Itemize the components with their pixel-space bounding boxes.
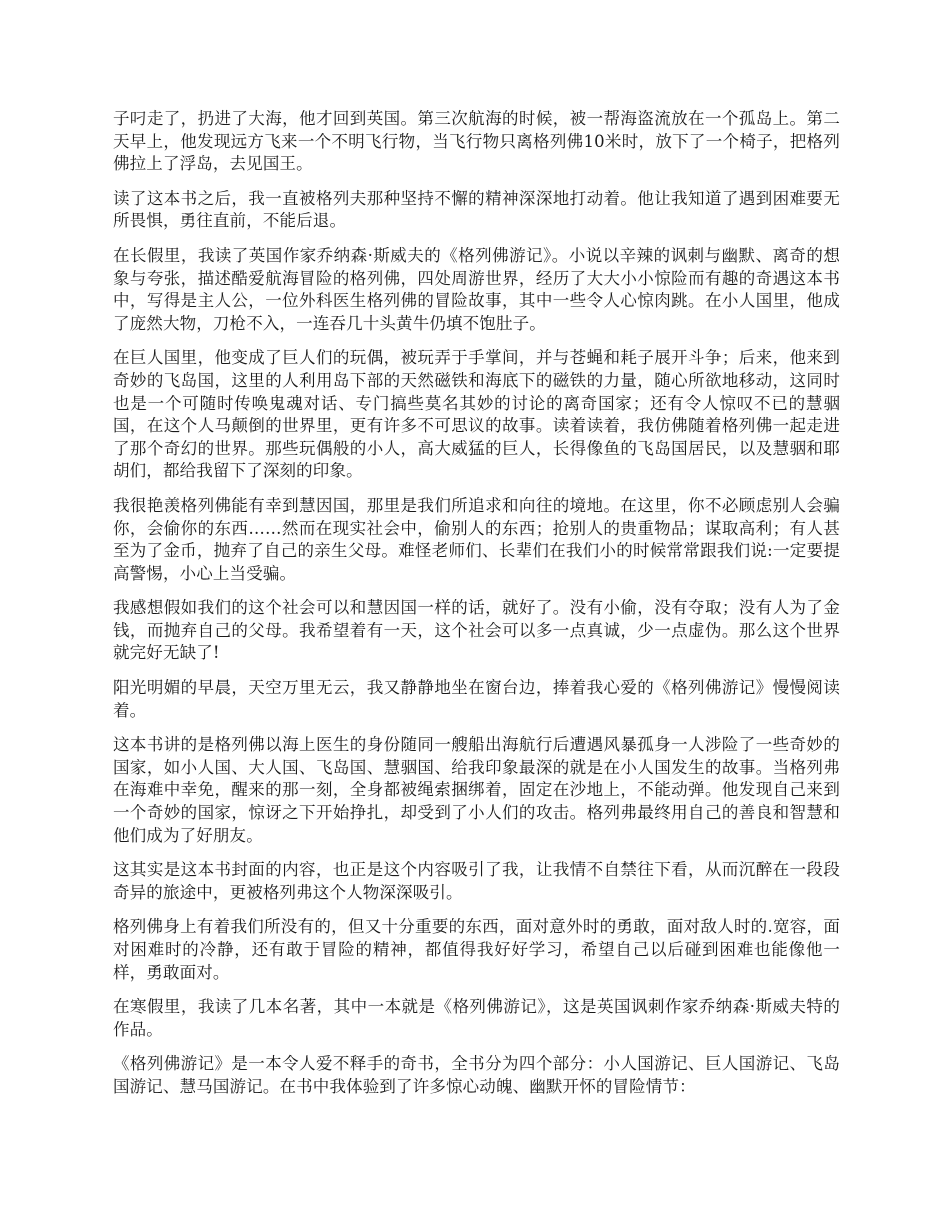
paragraph: 格列佛身上有着我们所没有的，但又十分重要的东西，面对意外时的勇敢，面对敌人时的.宽容，面对困难时的冷静，还有敢于冒险的精神，都值得我好好学习，希望自己以后碰到困难也能像他一样，勇敢面对。 [113,917,840,982]
paragraph: 这其实是这本书封面的内容，也正是这个内容吸引了我，让我情不自禁往下看，从而沉醉在一段段奇异的旅途中，更被格列弗这个人物深深吸引。 [113,860,840,902]
document-body [113,108,840,1111]
paragraph: 阳光明媚的早晨，天空万里无云，我又静静地坐在窗台边，捧着我心爱的《格列佛游记》慢慢阅读着。 [113,678,840,720]
paragraph: 《格列佛游记》是一本令人爱不释手的奇书，全书分为四个部分：小人国游记、巨人国游记、飞岛国游记、慧马国游记。在书中我体验到了许多惊心动魄、幽默开怀的冒险情节： [113,1054,840,1096]
paragraph: 在巨人国里，他变成了巨人们的玩偶，被玩弄于手掌间，并与苍蝇和耗子展开斗争；后来，他来到奇妙的飞岛国，这里的人利用岛下部的天然磁铁和海底下的磁铁的力量，随心所欲地移动，这同时也是一个可随时传唤鬼魂对话、专门搞些莫名其妙的讨论的离奇国家；还有令人惊叹不已的慧骃国，在这个人马颠倒的世界里，更有许多不可思议的故事。读着读着，我仿佛随着格列佛一起走进了那个奇幻的世界。那些玩偶般的小人，高大威猛的巨人，长得像鱼的飞岛国居民，以及慧骃和耶胡们，都给我留下了深刻的印象。 [113,348,840,481]
paragraph: 子叼走了，扔进了大海，他才回到英国。第三次航海的时候，被一帮海盗流放在一个孤岛上。第二天早上，他发现远方飞来一个不明飞行物，当飞行物只离格列佛10米时，放下了一个椅子，把格列佛拉上了浮岛，去见国王。 [113,109,840,174]
paragraph: 读了这本书之后，我一直被格列夫那种坚持不懈的精神深深地打动着。他让我知道了遇到困难要无所畏惧，勇往直前，不能后退。 [113,188,840,231]
paragraph: 在长假里，我读了英国作家乔纳森·斯威夫的《格列佛游记》。小说以辛辣的讽刺与幽默、离奇的想象与夸张，描述酷爱航海冒险的格列佛，四处周游世界，经历了大大小小惊险而有趣的奇遇这本书中，写得是主人公，一位外科医生格列佛的冒险故事，其中一些令人心惊肉跳。在小人国里，他成了庞然大物，刀枪不入，一连吞几十头黄牛仍填不饱肚子。 [113,245,840,333]
paragraph: 这本书讲的是格列佛以海上医生的身份随同一艘船出海航行后遭遇风暴孤身一人涉险了一些奇妙的国家，如小人国、大人国、飞岛国、慧骃国、给我印象最深的就是在小人国发生的故事。当格列弗在海难中幸免，醒来的那一刻，全身都被绳索捆绑着，固定在沙地上，不能动弹。他发现自己来到一个奇妙的国家，惊讶之下开始挣扎，却受到了小人们的攻击。格列弗最终用自己的善良和智慧和他们成为了好朋友。 [113,735,840,845]
paragraph: 我很艳羡格列佛能有幸到慧因国，那里是我们所追求和向往的境地。在这里，你不必顾虑别人会骗你，会偷你的东西……然而在现实社会中，偷别人的东西；抢别人的贵重物品；谋取高利；有人甚至为了金币，抛弃了自己的亲生父母。难怪老师们、长辈们在我们小的时候常常跟我们说:一定要提高警惕，小心上当受骗。 [113,495,840,583]
paragraph: 在寒假里，我读了几本名著，其中一本就是《格列佛游记》，这是英国讽刺作家乔纳森·斯威夫特的作品。 [113,997,840,1039]
paragraph: 我感想假如我们的这个社会可以和慧因国一样的话，就好了。没有小偷，没有夺取；没有人为了金钱，而抛弃自己的父母。我希望着有一天，这个社会可以多一点真诚，少一点虚伪。那么这个世界就完好无缺了! [113,598,840,663]
